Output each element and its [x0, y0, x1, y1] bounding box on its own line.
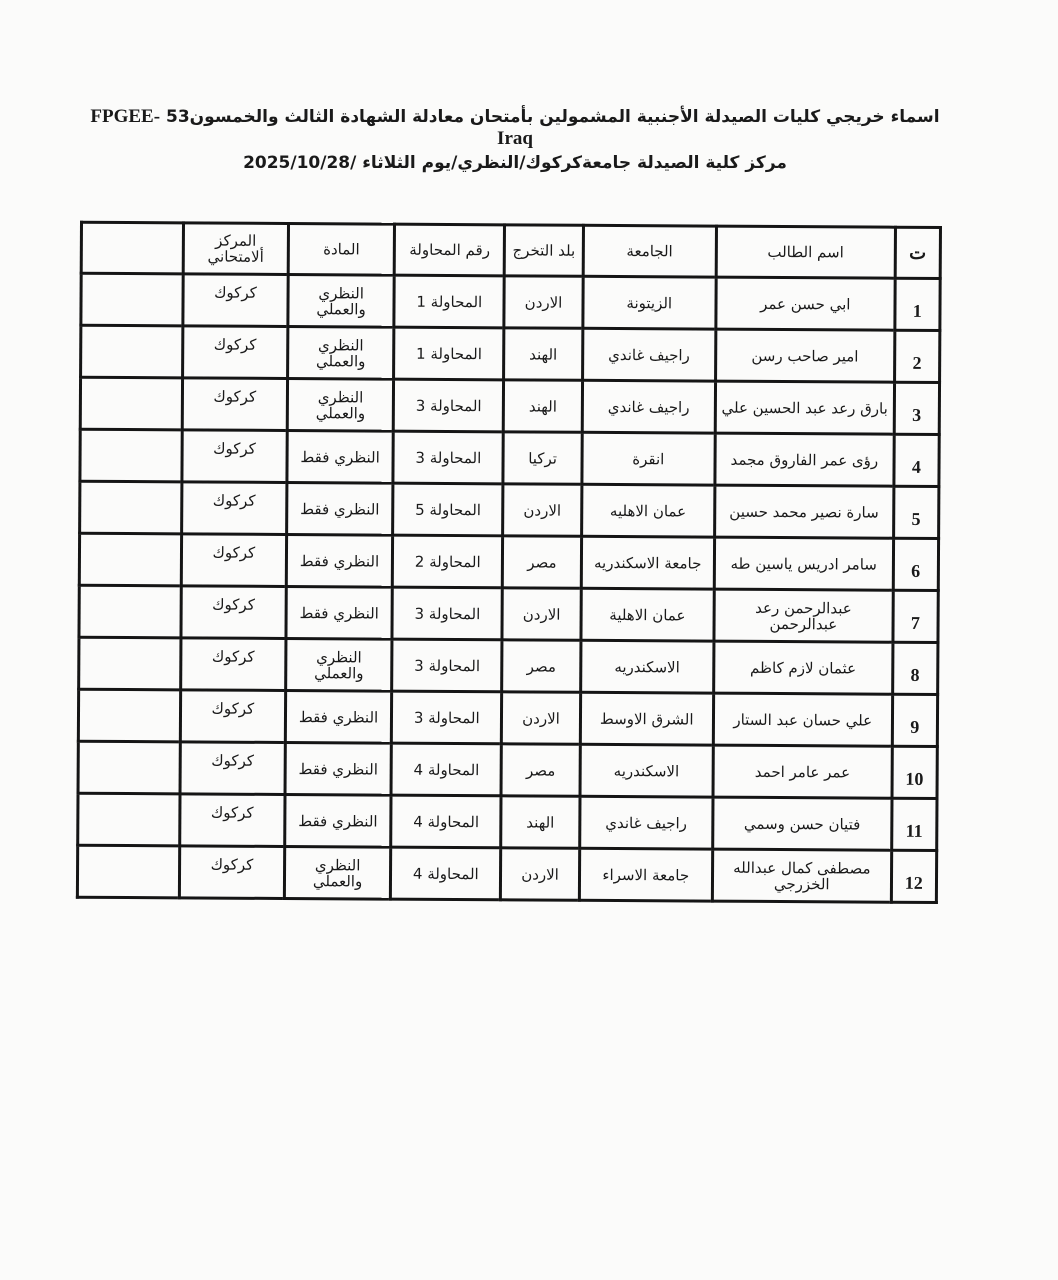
- cell-university: الاسكندريه: [580, 640, 714, 693]
- cell-num: 8: [892, 642, 938, 694]
- cell-country: الاردن: [502, 588, 581, 640]
- cell-attempt: المحاولة 2: [393, 535, 503, 588]
- cell-blank: [81, 273, 183, 326]
- cell-subject: النظري والعملي: [287, 379, 394, 432]
- cell-attempt: المحاولة 5: [393, 483, 503, 536]
- table-header-row: [81, 222, 940, 278]
- cell-num: 11: [891, 798, 937, 850]
- students-table: [76, 221, 942, 904]
- header-subject: المادة: [288, 224, 395, 276]
- cell-blank: [79, 637, 181, 690]
- cell-university: راجيف غاندي: [582, 328, 716, 381]
- cell-country: الاردن: [504, 276, 583, 328]
- cell-country: الهند: [504, 380, 583, 432]
- cell-exam-center: كركوك: [181, 534, 286, 587]
- cell-country: مصر: [503, 536, 582, 588]
- cell-university: جامعة الاسكندريه: [581, 536, 715, 589]
- cell-university: الشرق الاوسط: [580, 692, 714, 745]
- table-row: [79, 637, 938, 694]
- table-row: [80, 377, 939, 434]
- cell-subject: النظري والعملي: [286, 638, 393, 691]
- cell-university: انقرة: [582, 432, 716, 485]
- cell-student-name: عبدالرحمن رعد عبدالرحمن: [714, 589, 893, 642]
- cell-num: 9: [892, 694, 938, 746]
- cell-blank: [80, 481, 182, 534]
- cell-subject: النظري فقط: [287, 483, 394, 536]
- header-university: الجامعة: [583, 225, 717, 277]
- cell-blank: [78, 793, 180, 846]
- table-row: [81, 325, 940, 382]
- cell-num: 4: [894, 434, 940, 486]
- cell-exam-center: كركوك: [180, 690, 285, 743]
- cell-num: 1: [895, 278, 941, 330]
- cell-subject: النظري والعملي: [284, 846, 391, 899]
- cell-exam-center: كركوك: [183, 274, 288, 327]
- cell-country: الهند: [501, 796, 580, 848]
- cell-country: تركيا: [503, 432, 582, 484]
- cell-university: راجيف غاندي: [582, 380, 716, 433]
- cell-blank: [78, 689, 180, 742]
- cell-student-name: سامر ادريس ياسين طه: [714, 537, 893, 590]
- cell-university: الزيتونة: [583, 276, 717, 329]
- cell-student-name: ابي حسن عمر: [716, 277, 895, 330]
- cell-attempt: المحاولة 1: [394, 327, 504, 380]
- document-subtitle: مركز كلية الصيدلة جامعةكركوك/النظري/يوم الثلاثاء /2025/10/28: [243, 153, 787, 173]
- cell-exam-center: كركوك: [180, 638, 285, 691]
- cell-student-name: عثمان لازم كاظم: [714, 641, 893, 694]
- header-student-name: اسم الطالب: [716, 226, 895, 278]
- cell-student-name: مصطفى كمال عبدالله الخزرجي: [712, 849, 891, 902]
- cell-exam-center: كركوك: [181, 482, 286, 535]
- cell-student-name: امير صاحب رسن: [715, 329, 894, 382]
- cell-subject: النظري والعملي: [287, 327, 394, 380]
- cell-student-name: سارة نصير محمد حسين: [714, 485, 893, 538]
- table-row: [78, 741, 937, 798]
- cell-exam-center: كركوك: [182, 378, 287, 431]
- cell-university: راجيف غاندي: [579, 796, 713, 849]
- cell-attempt: المحاولة 3: [392, 691, 502, 744]
- cell-subject: النظري فقط: [286, 587, 393, 640]
- cell-country: الاردن: [503, 484, 582, 536]
- cell-attempt: المحاولة 3: [393, 431, 503, 484]
- cell-exam-center: كركوك: [180, 742, 285, 795]
- cell-blank: [78, 741, 180, 794]
- header-blank: [81, 222, 183, 274]
- title-exam-code: FPGEE-Iraq: [90, 106, 533, 149]
- cell-exam-center: كركوك: [182, 326, 287, 379]
- cell-country: الاردن: [501, 848, 580, 900]
- table-row: [79, 533, 938, 590]
- table-row: [77, 845, 936, 902]
- document-title: [90, 106, 940, 150]
- table-row: [78, 689, 937, 746]
- cell-subject: النظري فقط: [286, 535, 393, 588]
- table-row: [78, 793, 937, 850]
- cell-university: جامعة الاسراء: [579, 848, 713, 901]
- cell-student-name: بارق رعد عبد الحسين علي: [715, 381, 894, 434]
- cell-university: الاسكندريه: [580, 744, 714, 797]
- cell-subject: النظري فقط: [285, 690, 392, 743]
- cell-num: 2: [894, 330, 940, 382]
- header-country: بلد التخرج: [505, 225, 584, 276]
- cell-subject: النظري والعملي: [288, 275, 395, 328]
- cell-subject: النظري فقط: [285, 742, 392, 795]
- cell-country: الهند: [504, 328, 583, 380]
- table-row: [79, 585, 938, 642]
- cell-num: 7: [893, 590, 939, 642]
- cell-exam-center: كركوك: [179, 794, 284, 847]
- cell-student-name: رؤى عمر الفاروق مجمد: [715, 433, 894, 486]
- cell-attempt: المحاولة 3: [392, 639, 502, 692]
- cell-student-name: علي حسان عبد الستار: [713, 693, 892, 746]
- cell-blank: [79, 585, 181, 638]
- cell-num: 10: [892, 746, 938, 798]
- cell-blank: [79, 533, 181, 586]
- cell-attempt: المحاولة 1: [394, 275, 504, 328]
- header-attempt: رقم المحاولة: [394, 224, 504, 276]
- cell-blank: [80, 377, 182, 430]
- cell-country: الاردن: [502, 692, 581, 744]
- cell-blank: [81, 325, 183, 378]
- cell-attempt: المحاولة 4: [391, 847, 501, 900]
- table-row: [80, 481, 939, 538]
- cell-blank: [77, 845, 179, 898]
- title-arabic: اسماء خريجي كليات الصيدلة الأجنبية المشمولين بأمتحان معادلة الشهادة الثالث والخمسون53: [165, 107, 940, 127]
- cell-num: 6: [893, 538, 939, 590]
- cell-student-name: فتيان حسن وسمي: [713, 797, 892, 850]
- cell-attempt: المحاولة 4: [391, 743, 501, 796]
- cell-subject: النظري فقط: [287, 431, 394, 484]
- cell-university: عمان الاهلية: [581, 588, 715, 641]
- cell-exam-center: كركوك: [181, 586, 286, 639]
- cell-university: عمان الاهليه: [581, 484, 715, 537]
- table-row: [81, 273, 940, 330]
- cell-blank: [80, 429, 182, 482]
- cell-exam-center: كركوك: [182, 430, 287, 483]
- cell-attempt: المحاولة 4: [391, 795, 501, 848]
- cell-subject: النظري فقط: [285, 794, 392, 847]
- cell-attempt: المحاولة 3: [392, 587, 502, 640]
- cell-country: مصر: [502, 640, 581, 692]
- cell-attempt: المحاولة 3: [393, 379, 503, 432]
- table-row: [80, 429, 939, 486]
- cell-exam-center: كركوك: [179, 846, 284, 899]
- header-num: ت: [895, 227, 941, 278]
- cell-num: 3: [894, 382, 940, 434]
- cell-num: 12: [891, 850, 937, 902]
- cell-country: مصر: [501, 744, 580, 796]
- cell-num: 5: [893, 486, 939, 538]
- header-exam-center: المركز ألامتحاني: [183, 223, 288, 275]
- cell-student-name: عمر عامر احمد: [713, 745, 892, 798]
